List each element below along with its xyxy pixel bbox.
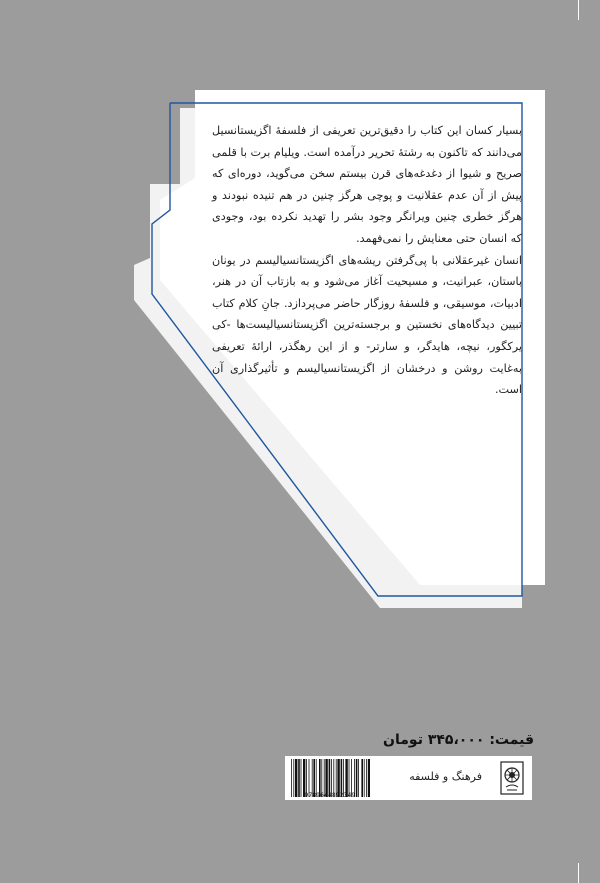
publisher-logo-icon xyxy=(500,761,524,795)
blurb-text xyxy=(212,120,522,401)
blurb-paragraph-1: بسیار کسان این کتاب را دقیق‌ترین تعریفی از فلسفهٔ اگزیستانسیل می‌دانند که تاکنون به رشتهٔ تحریر درآمده است. ویلیام برت با قلمی صریح و شیوا از دغدغه‌های قرن بیستم سخن می‌گوید، دوره‌ای که پیش از آن عدم عقلانیت و پوچی هرگز چنین در هم تنیده نبودند و هرگز خطری چنین ویرانگر وجود بشر را تهدید نکرده بود، وجودی که انسان حتی معنایش را نمی‌فهمد. xyxy=(212,124,522,245)
price-amount: ۳۴۵،۰۰۰ xyxy=(427,732,485,748)
price-label: قیمت: xyxy=(489,732,534,748)
price-tag xyxy=(383,732,534,748)
publisher-info-box xyxy=(285,756,532,800)
blurb-paragraph-2: انسان غیرعقلانی با پی‌گرفتن ریشه‌های اگزیستانسیالیسم در یونان باستان، عبرانیت، و مسیحیت آغاز می‌شود و به بازتاب آن در هنر، ادبیات، موسیقی، و فلسفهٔ روزگار حاضر می‌پردازد. جانِ کلام کتاب تبیین دیدگاه‌های نخستین و برجسته‌ترین اگزیستانسیالیست‌ها -کی یرکگور، نیچه، هایدگر، و سارتر- و از این رهگذر، ارائهٔ تعریفی به‌غایت روشن و درخشان از اگزیستانسیالیسم و تأثیرگذاری آن است. xyxy=(212,253,522,397)
price-currency: تومان xyxy=(383,732,423,748)
series-label: فرهنگ و فلسفه xyxy=(409,770,482,783)
isbn-number: 9789644892349 xyxy=(304,792,356,799)
